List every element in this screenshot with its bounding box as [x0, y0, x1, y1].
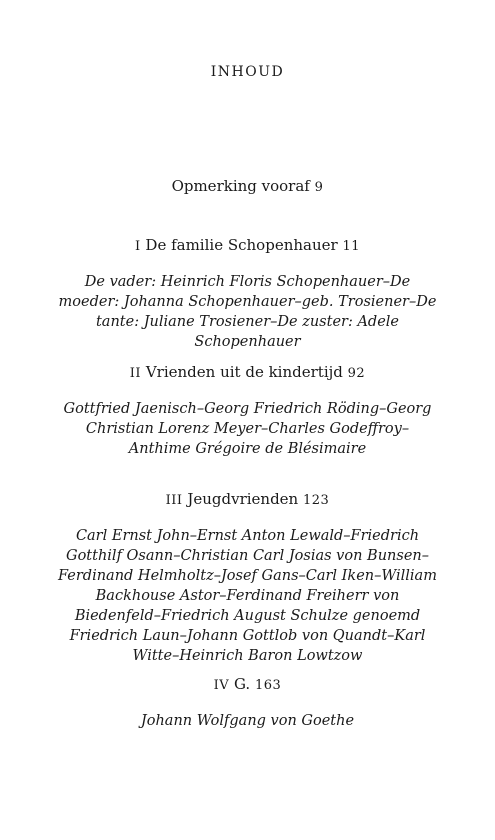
- chapter-3-page-number: 123: [303, 493, 330, 508]
- chapter-2-title: Vrienden uit de kindertijd: [145, 363, 343, 381]
- chapter-4-subjects: Johann Wolfgang von Goethe: [140, 713, 355, 729]
- preface-page-number: 9: [314, 180, 324, 195]
- chapter-4-page-number: 163: [254, 678, 282, 693]
- chapter-2-subjects: Gottfried Jaenisch–Georg Friedrich Röding–Georg Christian Lorenz Meyer–Charles Godeffroy–Anthime Grégoire de Blésimaire: [63, 401, 432, 457]
- toc-chapter-4-heading: [0, 675, 495, 693]
- chapter-4-title: G.: [233, 675, 251, 693]
- chapter-1-numeral: I: [135, 239, 141, 254]
- chapter-1-title: De familie Schopenhauer: [145, 236, 338, 254]
- toc-entry-preface: [0, 177, 495, 195]
- chapter-3-title: Jeugdvrienden: [187, 490, 299, 508]
- toc-chapter-3-heading: [0, 490, 495, 508]
- page-title: INHOUD: [210, 64, 285, 80]
- chapter-2-numeral: II: [129, 366, 142, 381]
- toc-chapter-1-heading: [0, 236, 495, 254]
- chapter-3-numeral: III: [165, 493, 183, 508]
- chapter-1-subjects: De vader: Heinrich Floris Schopenhauer–De moeder: Johanna Schopenhauer–geb. Trosiener–De tante: Juliane Trosiener–De zuster: Adele Schopenhauer: [58, 274, 437, 350]
- chapter-4-numeral: IV: [213, 678, 230, 693]
- chapter-3-subjects: Carl Ernst John–Ernst Anton Lewald–Friedrich Gotthilf Osann–Christian Carl Josias von Bunsen–Ferdinand Helmholtz–Josef Gans–Carl Iken–William Backhouse Astor–Ferdinand Freiherr von Biedenfeld–Friedrich August Schulze genoemd Friedrich Laun–Johann Gottlob von Quandt–Karl Witte–Heinrich Baron Lowtzow: [58, 528, 437, 664]
- chapter-1-page-number: 11: [342, 239, 360, 254]
- preface-label: Opmerking vooraf: [171, 177, 310, 195]
- chapter-2-page-number: 92: [347, 366, 366, 381]
- toc-chapter-2-heading: [0, 363, 495, 381]
